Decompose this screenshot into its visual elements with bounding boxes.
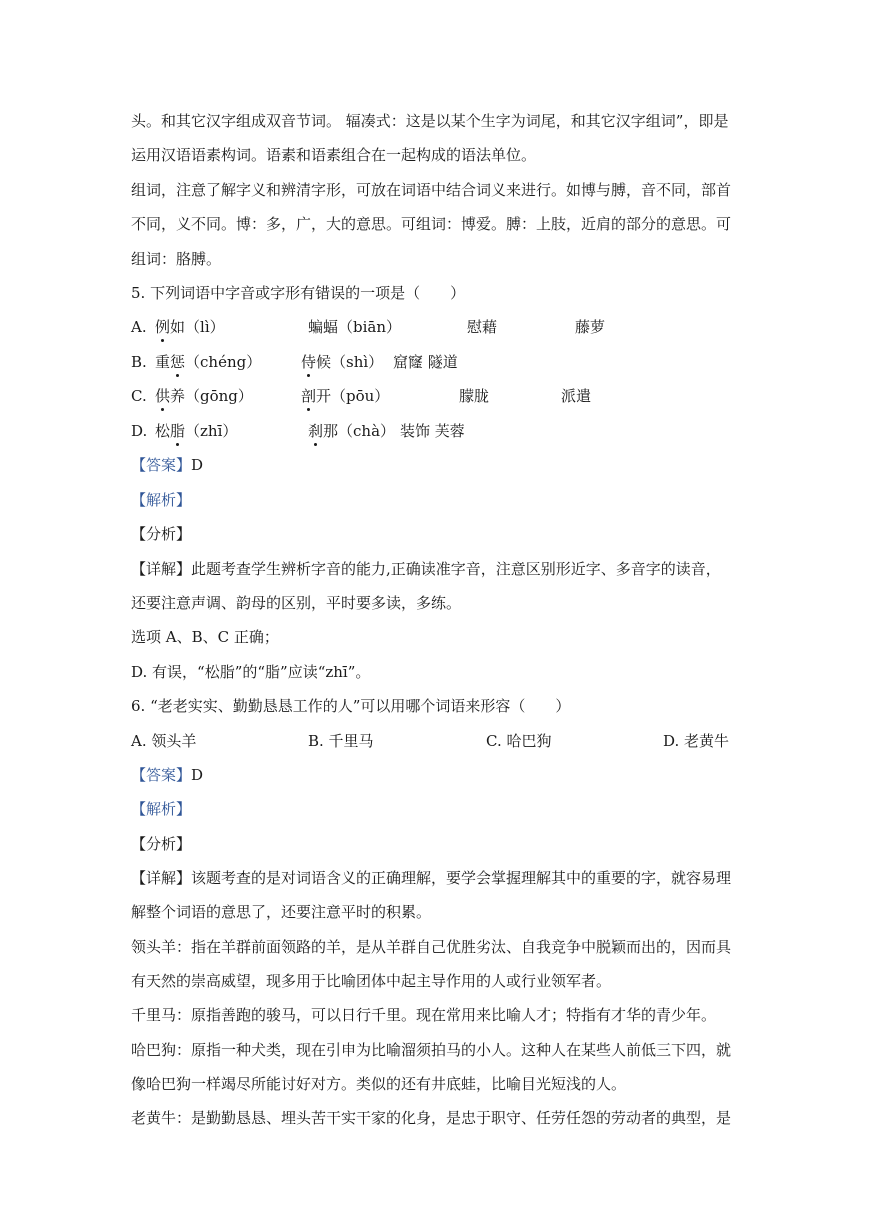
option-word: 派遣: [561, 387, 592, 405]
emphasis-char: 惩: [170, 353, 186, 371]
emphasis-char: 脂: [170, 422, 186, 440]
answer-tag: 【答案】: [131, 456, 192, 474]
option-word: 刹那（chà）: [308, 422, 396, 440]
answer-line: [131, 455, 741, 475]
detail-line: 解整个词语的意思了，还要注意平时的积累。: [131, 903, 432, 921]
emphasis-char: 刹: [308, 422, 324, 440]
explanation-line: 老黄牛：是勤勤恳恳、埋头苦干实干家的化身，是忠于职守、任劳任怨的劳动者的典型，是: [131, 1109, 732, 1127]
question-5-option-a: [131, 317, 741, 337]
explanation-line: 有天然的崇高威望，现多用于比喻团体中起主导作用的人或行业领军者。: [131, 972, 612, 990]
detail-line: 【详解】此题考查学生辨析字音的能力,正确读准字音，注意区别形近字、多音字的读音，: [131, 560, 721, 578]
detail-tag: 【详解】: [131, 869, 192, 887]
option-a: A. 领头羊: [131, 732, 197, 750]
explanation-line: 领头羊：指在羊群前面领路的羊，是从羊群自己优胜劣汰、自我竞争中脱颖而出的，因而具: [131, 938, 732, 956]
option-word: 蝙蝠（biān）: [308, 318, 402, 336]
explanation-line: 像哈巴狗一样竭尽所能讨好对方。类似的还有井底蛙，比喻目光短浅的人。: [131, 1075, 627, 1093]
question-5-option-b: [131, 352, 741, 372]
question-5-option-d: [131, 421, 741, 441]
option-word: 藤萝: [575, 318, 606, 336]
option-word: 慰藉: [467, 318, 498, 336]
option-b: B. 千里马: [308, 732, 374, 750]
option-word: 重惩（chéng）: [155, 353, 262, 371]
option-letter: B.: [131, 353, 147, 371]
option-letter: C.: [131, 387, 147, 405]
option-word: 窟窿 隧道: [393, 353, 458, 371]
detail-tag: 【详解】: [131, 560, 192, 578]
question-6-options: [131, 731, 741, 751]
answer-line: [131, 765, 741, 785]
fenxi-tag: 【分析】: [131, 835, 192, 853]
emphasis-char: 供: [155, 387, 171, 405]
option-c: C. 哈巴狗: [486, 732, 552, 750]
note-line: 选项 A、B、C 正确；: [131, 628, 279, 646]
emphasis-char: 剖: [301, 387, 317, 405]
question-5-option-c: [131, 386, 741, 406]
text-line: 不同，义不同。博：多，广，大的意思。可组词：博爱。膊：上肢，近肩的部分的意思。可: [131, 215, 732, 233]
explanation-line: 千里马：原指善跑的骏马，可以日行千里。现在常用来比喻人才；特指有才华的青少年。: [131, 1006, 717, 1024]
answer-tag: 【答案】: [131, 766, 192, 784]
analysis-tag: 【解析】: [131, 800, 192, 818]
question-6-stem: 6. “老老实实、勤勤恳恳工作的人”可以用哪个词语来形容（ ）: [131, 697, 571, 715]
option-word: 装饰 芙蓉: [400, 422, 465, 440]
detail-line: 还要注意声调、韵母的区别，平时要多读，多练。: [131, 594, 462, 612]
explanation-line: 哈巴狗：原指一种犬类，现在引申为比喻溜须拍马的小人。这种人在某些人前低三下四，就: [131, 1041, 732, 1059]
analysis-tag: 【解析】: [131, 491, 192, 509]
option-word: 侍候（shì）: [301, 353, 384, 371]
text-line: 运用汉语语素构词。语素和语素组合在一起构成的语法单位。: [131, 146, 537, 164]
option-letter: D.: [131, 422, 148, 440]
note-line: D. 有误，“松脂”的“脂”应读“zhī”。: [131, 663, 371, 681]
emphasis-char: 侍: [301, 353, 317, 371]
answer-value: D: [191, 456, 204, 474]
option-word: 朦胧: [459, 387, 490, 405]
question-5-stem: 5. 下列词语中字音或字形有错误的一项是（ ）: [131, 284, 466, 302]
text-line: 头。和其它汉字组成双音节词。 辐凑式：这是以某个生字为词尾，和其它汉字组词”，即是: [131, 112, 729, 130]
option-letter: A.: [131, 318, 147, 336]
text-line: 组词：胳膊。: [131, 250, 222, 268]
option-word: 松脂（zhī）: [155, 422, 238, 440]
text-line: 组词，注意了解字义和辨清字形，可放在词语中结合词义来进行。如博与膊，音不同，部首: [131, 181, 732, 199]
answer-value: D: [191, 766, 204, 784]
option-word: 例如（lì）: [155, 318, 225, 336]
option-d: D. 老黄牛: [663, 732, 730, 750]
detail-line: 【详解】该题考查的是对词语含义的正确理解，要学会掌握理解其中的重要的字，就容易理: [131, 869, 732, 887]
fenxi-tag: 【分析】: [131, 525, 192, 543]
option-word: 剖开（pōu）: [301, 387, 390, 405]
option-word: 供养（gōng）: [155, 387, 253, 405]
emphasis-char: 例: [155, 318, 171, 336]
